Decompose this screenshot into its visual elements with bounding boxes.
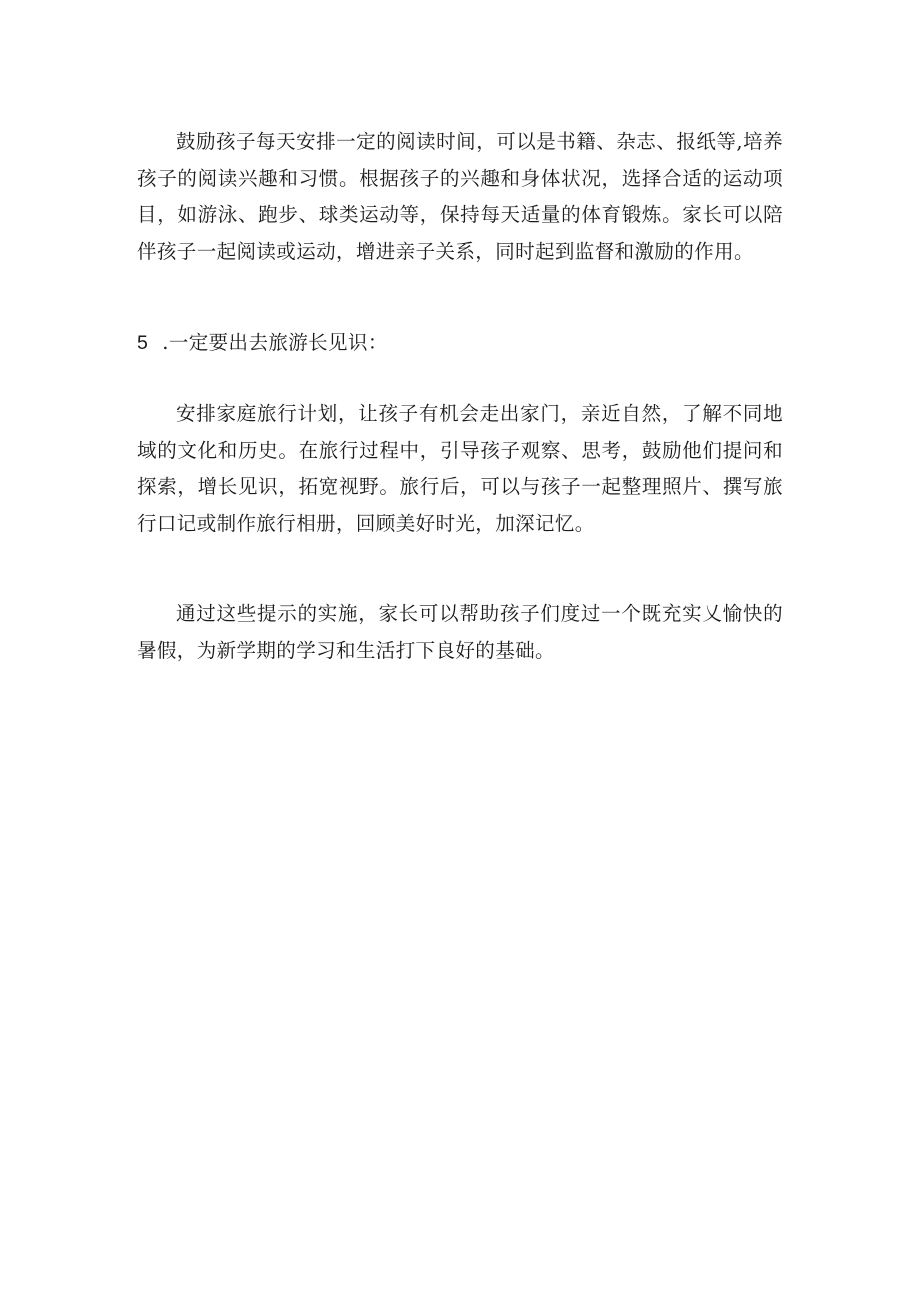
paragraph-reading-exercise: 鼓励孩子每天安排一定的阅读时间，可以是书籍、杂志、报纸等,培养孩子的阅读兴趣和习惯。根据孩子的兴趣和身体状况，选择合适的运动项目，如游泳、跑步、球类运动等，保持每天适量的体育锻炼。家长可以陪伴孩子一起阅读或运动，增进亲子关系，同时起到监督和激励的作用。 — [137, 130, 783, 263]
paragraph-family-travel: 安排家庭旅行计划，让孩子有机会走出家门，亲近自然，了解不同地域的文化和历史。在旅行过程中，引导孩子观察、思考，鼓励他们提问和探索，增长见识，拓宽视野。旅行后，可以与孩子一起整理照片、撰写旅行口记或制作旅行相册，回顾美好时光，加深记忆。 — [137, 402, 783, 535]
section-number: 5 — [137, 332, 149, 354]
section-title: .一定要出去旅游长见识： — [162, 331, 388, 354]
section-heading — [137, 328, 388, 358]
paragraph-conclusion: 通过这些提示的实施，家长可以帮助孩子们度过一个既充实乂愉快的暑假，为新学期的学习和生活打下良好的基础。 — [137, 602, 783, 662]
